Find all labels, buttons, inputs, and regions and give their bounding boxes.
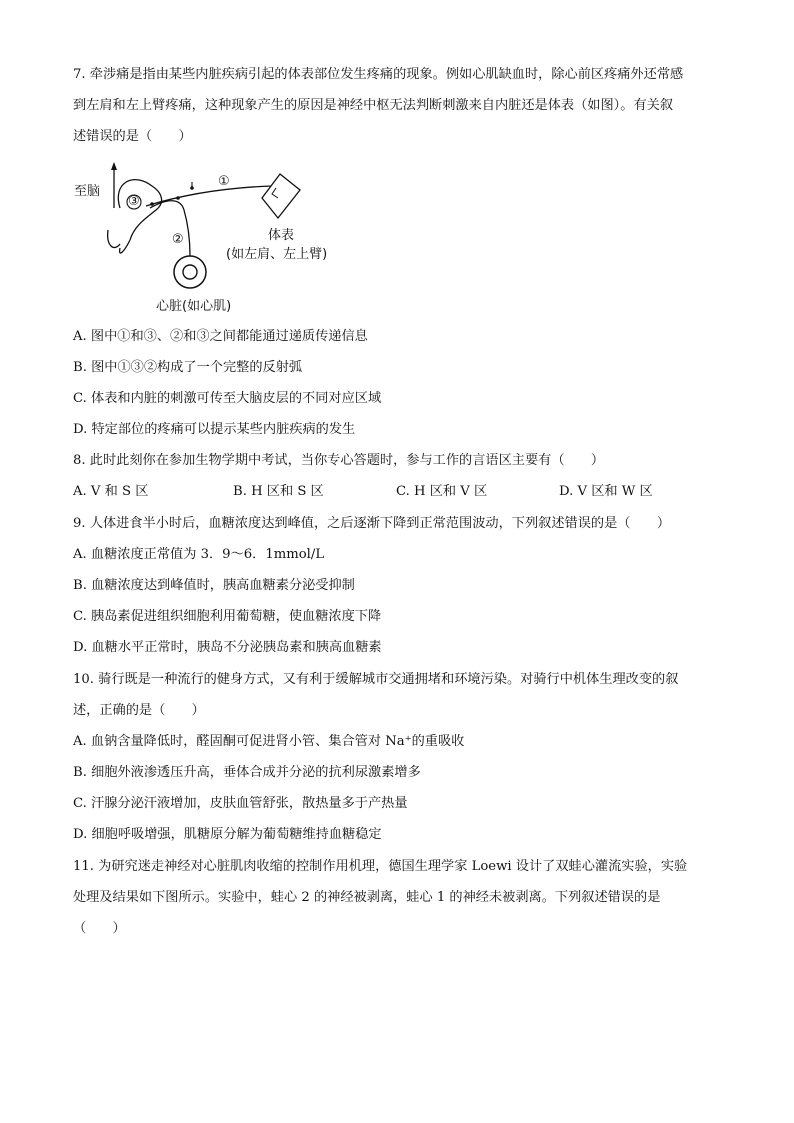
q8-option-c: C. H 区和 V 区	[396, 484, 488, 499]
to-brain-label: 至脑	[74, 184, 101, 199]
q10-stem-line-2: 述，正确的是（ ）	[73, 703, 205, 718]
heart-label: 心脏(如心肌)	[156, 299, 232, 314]
q7-option-c: C. 体表和内脏的刺激可传至大脑皮层的不同对应区域	[73, 391, 382, 406]
q7-stem-line-2: 到左肩和左上臂疼痛，这种现象产生的原因是神经中枢无法判断刺激来自内脏还是体表（如图）。有关叙	[73, 98, 674, 113]
q8-option-b: B. H 区和 S 区	[233, 484, 324, 499]
q8-options	[73, 482, 723, 502]
body-surface-shape	[262, 174, 300, 218]
q10-option-d: D. 细胞呼吸增强，肌糖原分解为葡萄糖维持血糖稳定	[73, 827, 382, 842]
q7-stem-line-3: 述错误的是（ ）	[73, 129, 192, 144]
q11-stem-line-3: （ ）	[73, 921, 126, 936]
q8-option-a: A. V 和 S 区	[73, 484, 149, 499]
q11-stem-line-2: 处理及结果如下图所示。实验中，蛙心 2 的神经被剥离，蛙心 1 的神经未被剥离。下列叙述错误的是	[73, 890, 661, 905]
q9-stem: 9. 人体进食半小时后，血糖浓度达到峰值，之后逐渐下降到正常范围波动，下列叙述错误的是（ ）	[73, 516, 671, 531]
q7-option-a: A. 图中①和③、②和③之间都能通过递质传递信息	[73, 329, 368, 344]
heart-inner-circle	[183, 265, 197, 279]
q9-option-b: B. 血糖浓度达到峰值时，胰高血糖素分泌受抑制	[73, 578, 355, 593]
q10-option-c: C. 汗腺分泌汗液增加，皮肤血管舒张，散热量多于产热量	[73, 796, 408, 811]
heart-outer-circle	[174, 256, 206, 288]
q10-option-b: B. 细胞外液渗透压升高，垂体合成并分泌的抗利尿激素增多	[73, 765, 421, 780]
q7-stem-line-1: 7. 牵涉痛是指由某些内脏疾病引起的体表部位发生疼痛的现象。例如心肌缺血时，除心前区疼痛外还常感	[73, 67, 684, 82]
circle-1-label: ①	[218, 174, 230, 189]
q7-option-d: D. 特定部位的疼痛可以提示某些内脏疾病的发生	[73, 422, 356, 437]
q8-stem: 8. 此时此刻你在参加生物学期中考试，当你专心答题时，参与工作的言语区主要有（ ）	[73, 453, 605, 468]
referred-pain-diagram	[72, 160, 352, 310]
q10-option-a: A. 血钠含量降低时，醛固酮可促进肾小管、集合管对 Na⁺的重吸收	[73, 734, 465, 749]
circle-2-label: ②	[172, 232, 184, 247]
q8-option-d: D. V 区和 W 区	[559, 484, 653, 499]
body-surface-example-label: (如左肩、左上臂)	[226, 247, 328, 262]
spinal-cord-hook	[108, 230, 120, 248]
circle-3-label: ③	[128, 194, 140, 209]
to-brain-arrowhead	[111, 162, 117, 170]
neuron-1-fiber	[146, 186, 272, 206]
body-surface-label: 体表	[268, 228, 295, 243]
q10-stem-line-1: 10. 骑行既是一种流行的健身方式，又有利于缓解城市交通拥堵和环境污染。对骑行中机体生理改变的叙	[73, 672, 679, 687]
q11-stem-line-1: 11. 为研究迷走神经对心脏肌肉收缩的控制作用机理，德国生理学家 Loewi 设计了双蛙心灌流实验，实验	[73, 859, 688, 874]
neuron-2-fiber	[150, 201, 190, 256]
q9-option-d: D. 血糖水平正常时，胰岛不分泌胰岛素和胰高血糖素	[73, 640, 382, 655]
q7-option-b: B. 图中①③②构成了一个完整的反射弧	[73, 360, 303, 375]
q9-option-a: A. 血糖浓度正常值为 3．9～6．1mmol/L	[73, 547, 325, 562]
spinal-cord-outline	[118, 180, 161, 240]
q9-option-c: C. 胰岛素促进组织细胞利用葡萄糖，使血糖浓度下降	[73, 609, 382, 624]
